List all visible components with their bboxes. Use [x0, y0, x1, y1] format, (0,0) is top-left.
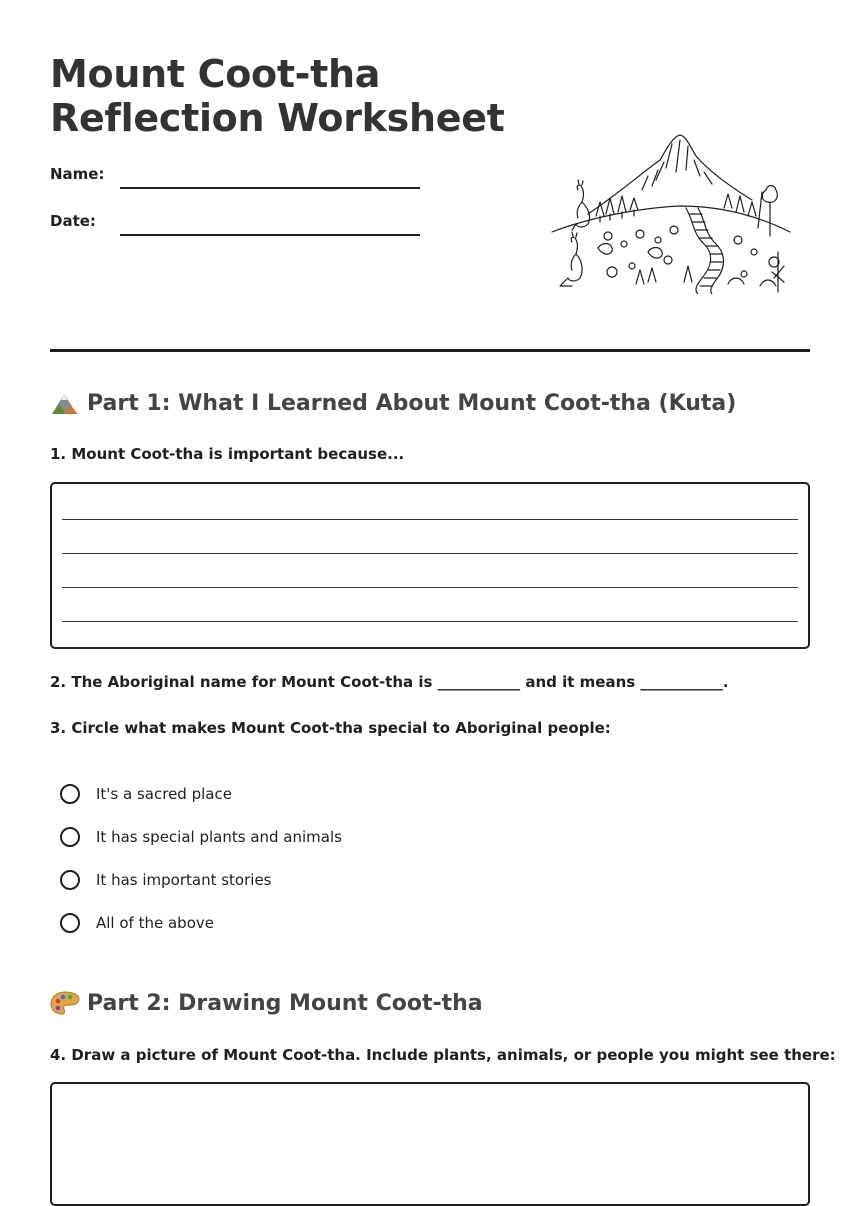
- mountain-landscape-illustration: [548, 132, 792, 294]
- drawing-area[interactable]: [50, 1082, 810, 1206]
- option-label: It has important stories: [96, 871, 272, 889]
- option-sacred-place[interactable]: [60, 784, 232, 804]
- date-field[interactable]: [120, 234, 420, 236]
- part2-heading: [50, 990, 483, 1016]
- option-radio[interactable]: [60, 784, 80, 804]
- option-all-of-the-above[interactable]: [60, 913, 214, 933]
- writing-line: [62, 519, 798, 520]
- title-line-1: Mount Coot-tha: [50, 52, 381, 96]
- question-1-answer-box[interactable]: [50, 482, 810, 649]
- worksheet-page: [50, 0, 836, 1161]
- palette-icon: [50, 990, 80, 1016]
- option-radio[interactable]: [60, 870, 80, 890]
- name-label: Name:: [50, 165, 105, 183]
- question-1: 1. Mount Coot-tha is important because...: [50, 445, 405, 463]
- date-label: Date:: [50, 212, 96, 230]
- writing-line: [62, 553, 798, 554]
- question-4: 4. Draw a picture of Mount Coot-tha. Include plants, animals, or people you might see there:: [50, 1046, 836, 1064]
- option-radio[interactable]: [60, 827, 80, 847]
- option-label: All of the above: [96, 914, 214, 932]
- option-important-stories[interactable]: [60, 870, 271, 890]
- title-line-2: Reflection Worksheet: [50, 96, 505, 140]
- option-radio[interactable]: [60, 913, 80, 933]
- option-label: It has special plants and animals: [96, 828, 342, 846]
- part1-heading-text: Part 1: What I Learned About Mount Coot-tha (Kuta): [87, 390, 737, 416]
- part1-heading: [50, 390, 736, 416]
- section-divider: [50, 349, 810, 352]
- name-field[interactable]: [120, 187, 420, 189]
- option-label: It's a sacred place: [96, 785, 232, 803]
- writing-line: [62, 621, 798, 622]
- part2-heading-text: Part 2: Drawing Mount Coot-tha: [87, 990, 483, 1016]
- option-plants-animals[interactable]: [60, 827, 342, 847]
- writing-line: [62, 587, 798, 588]
- question-3: 3. Circle what makes Mount Coot-tha special to Aboriginal people:: [50, 719, 611, 737]
- question-2: 2. The Aboriginal name for Mount Coot-tha is ___________ and it means ___________.: [50, 673, 729, 691]
- mountain-icon: [50, 390, 80, 416]
- worksheet-title: [50, 52, 505, 140]
